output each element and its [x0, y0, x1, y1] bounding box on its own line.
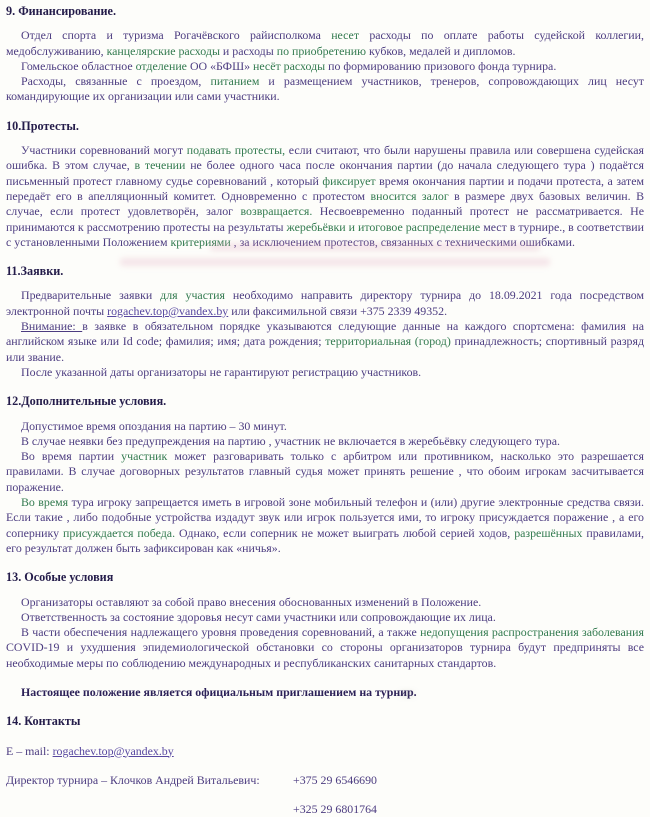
- paragraph: [6, 685, 644, 700]
- text-segment: для участия: [160, 288, 226, 303]
- text-segment: по приобретению: [276, 43, 366, 58]
- section-heading: 9. Финансирование.: [6, 4, 116, 18]
- paragraph: [6, 419, 644, 434]
- paragraph: [6, 744, 644, 759]
- section-heading: 14. Контакты: [6, 714, 81, 729]
- text-segment: E – mail:: [6, 743, 53, 758]
- text-segment: недопущения распространения заболевания: [420, 625, 644, 640]
- text-segment: Предварительные заявки: [21, 288, 161, 303]
- text-segment: разрешённых: [514, 525, 583, 540]
- text-segment: Внимание:: [21, 319, 83, 334]
- paragraph: [6, 434, 644, 449]
- contact-label: [6, 802, 293, 817]
- text-segment: Допустимое время опоздания на партию – 30 минут.: [21, 418, 287, 433]
- text-segment: и размещением участников, тренеров, сопровождающих лиц несут командирующие их организации или сами участники.: [6, 74, 644, 104]
- text-segment: После указанной даты организаторы не гарантируют регистрацию участников.: [21, 364, 422, 379]
- text-segment: Расходы, связанные с проездом,: [21, 74, 211, 89]
- text-segment: кубков, медалей и дипломов.: [365, 43, 516, 58]
- text-segment: территориальная (город): [325, 334, 451, 349]
- contact-row: [6, 802, 644, 817]
- text-segment: не более одного часа после окончания партии (до начала следующего тура ) подаётся письменный протест главному судье соревнований , который: [6, 158, 644, 188]
- text-segment: присуждается победа.: [63, 525, 176, 540]
- text-segment: мест в турнире., в соответствии с установленными Положением: [6, 219, 644, 249]
- text-segment: тура игроку запрещается иметь в игровой зоне мобильный телефон и (или) другие электронные средства связи. Если такие , либо подобные устройства издадут звук или игрок пользуется ими, то игроку присуждается поражение , а его сопернику: [6, 495, 644, 540]
- section-heading: 11.Заявки.: [6, 264, 64, 279]
- text-segment: , за исключением протестов, связанных с техническими ошибками.: [230, 234, 575, 249]
- text-segment: подавать протесты,: [186, 143, 286, 158]
- text-segment: Настоящее положение является официальным приглашением на турнир.: [21, 684, 417, 699]
- contact-label: Директор турнира – Клочков Андрей Витальевич:: [6, 772, 260, 787]
- text-segment: фиксирует: [322, 173, 376, 188]
- email-link-entries[interactable]: rogachev.top@vandex.by: [107, 303, 229, 318]
- text-segment: жеребьёвки и итоговое распределение: [286, 219, 481, 234]
- paragraph: [6, 595, 644, 610]
- text-segment: несет: [331, 28, 360, 43]
- text-segment: в течении: [134, 158, 186, 173]
- text-segment: COVID-19 и ухудшения эпидемиологической обстановки со стороны организаторов турнира будут предприняты все необходимые меры по соблюдению международных и республиканских санитарных стандартов.: [6, 640, 644, 670]
- text-segment: Во время: [21, 495, 72, 510]
- text-segment: канцелярские расходы: [106, 43, 220, 58]
- text-segment: несёт расходы: [253, 58, 326, 73]
- text-segment: Несвоевременно поданный протест не рассматривается. Не принимаются к рассмотрению протесты на результаты: [6, 204, 645, 234]
- text-segment: вносится залог: [370, 188, 449, 203]
- text-segment: правилами, его результат должен быть зафиксирован как «ничья».: [6, 525, 644, 555]
- text-segment: Отдел спорта и туризма Рогачёвского райисполкома: [21, 28, 332, 43]
- text-segment: Ответственность за состояние здоровья несут сами участники или сопровождающие их лица.: [21, 609, 496, 624]
- text-segment: принадлежность; спортивный разряд или звание.: [6, 334, 644, 364]
- text-segment: расходы по оплате работы судейской коллегии, медобслуживанию,: [6, 28, 644, 58]
- text-segment: критериями: [170, 234, 231, 249]
- text-segment: время окончания партии и подачи протеста, а затем передаёт его в апелляционный комитет. Одновременно с протестом: [6, 173, 644, 203]
- paragraph: [6, 625, 644, 671]
- text-segment: Участники соревнований могут: [21, 143, 187, 158]
- text-segment: Во время партии: [21, 449, 122, 464]
- text-segment: необходимо направить директору турнира до 18.09.2021 года посредством электронной почты: [6, 288, 644, 318]
- text-segment: если считают, что были нарушены правила или совершена судейская ошибка. В этом случае,: [6, 143, 644, 173]
- paragraph: [6, 495, 644, 556]
- paragraph: [6, 365, 644, 380]
- text-segment: отделение: [135, 58, 187, 73]
- document-content: [6, 4, 644, 817]
- text-segment: ОО «БФШ»: [186, 58, 253, 73]
- text-segment: может разговаривать только с арбитром или противником, насколько это разрешается правилами. В случае договорных результатов главный судья может принять решение , что обоим игрокам засчитывается поражение.: [6, 449, 644, 494]
- paragraph: [6, 449, 644, 495]
- paragraph: [6, 28, 644, 59]
- text-segment: в заявке в обязательном порядке указываются следующие данные на каждого спортсмена: фамилия на английском языке или Id code; фамилия; имя; дата рождения;: [6, 319, 644, 349]
- text-segment: Организаторы оставляют за собой право внесения обоснованных изменений в Положение.: [21, 594, 482, 609]
- contact-phone: +375 29 6546690: [293, 772, 377, 787]
- text-segment: участник: [121, 449, 168, 464]
- text-segment: или факсимильной связи +375 2339 49352.: [228, 303, 448, 318]
- contact-row: [6, 773, 644, 788]
- paragraph: [6, 610, 644, 625]
- text-segment: В части обеспечения надлежащего уровня проведения соревнований, а также: [21, 625, 421, 640]
- contact-phone: +325 29 6801764: [293, 802, 377, 817]
- text-segment: Гомельское областное: [21, 58, 136, 73]
- paragraph: [6, 319, 644, 365]
- text-segment: в размере двух базовых величин. В случае, если протест удовлетворён, залог: [6, 188, 645, 219]
- text-segment: питанием: [210, 74, 260, 89]
- text-segment: и расходы: [219, 43, 277, 58]
- paragraph: [6, 59, 644, 74]
- paragraph: [6, 74, 644, 105]
- email-link-contacts[interactable]: rogachev.top@yandex.by: [52, 743, 174, 758]
- section-heading: 13. Особые условия: [6, 570, 114, 585]
- section-heading: 12.Дополнительные условия.: [6, 394, 167, 409]
- paragraph: [6, 288, 644, 319]
- text-segment: по формированию призового фонда турнира.: [325, 58, 557, 73]
- section-heading: 10.Протесты.: [6, 118, 79, 133]
- text-segment: В случае неявки без предупреждения на партию , участник не включается в жеребьёвку следующего тура.: [21, 433, 560, 448]
- text-segment: возвращается.: [240, 204, 313, 219]
- text-segment: Однако, если соперник не может выиграть любой серией ходов,: [175, 525, 515, 540]
- paragraph: [6, 143, 644, 250]
